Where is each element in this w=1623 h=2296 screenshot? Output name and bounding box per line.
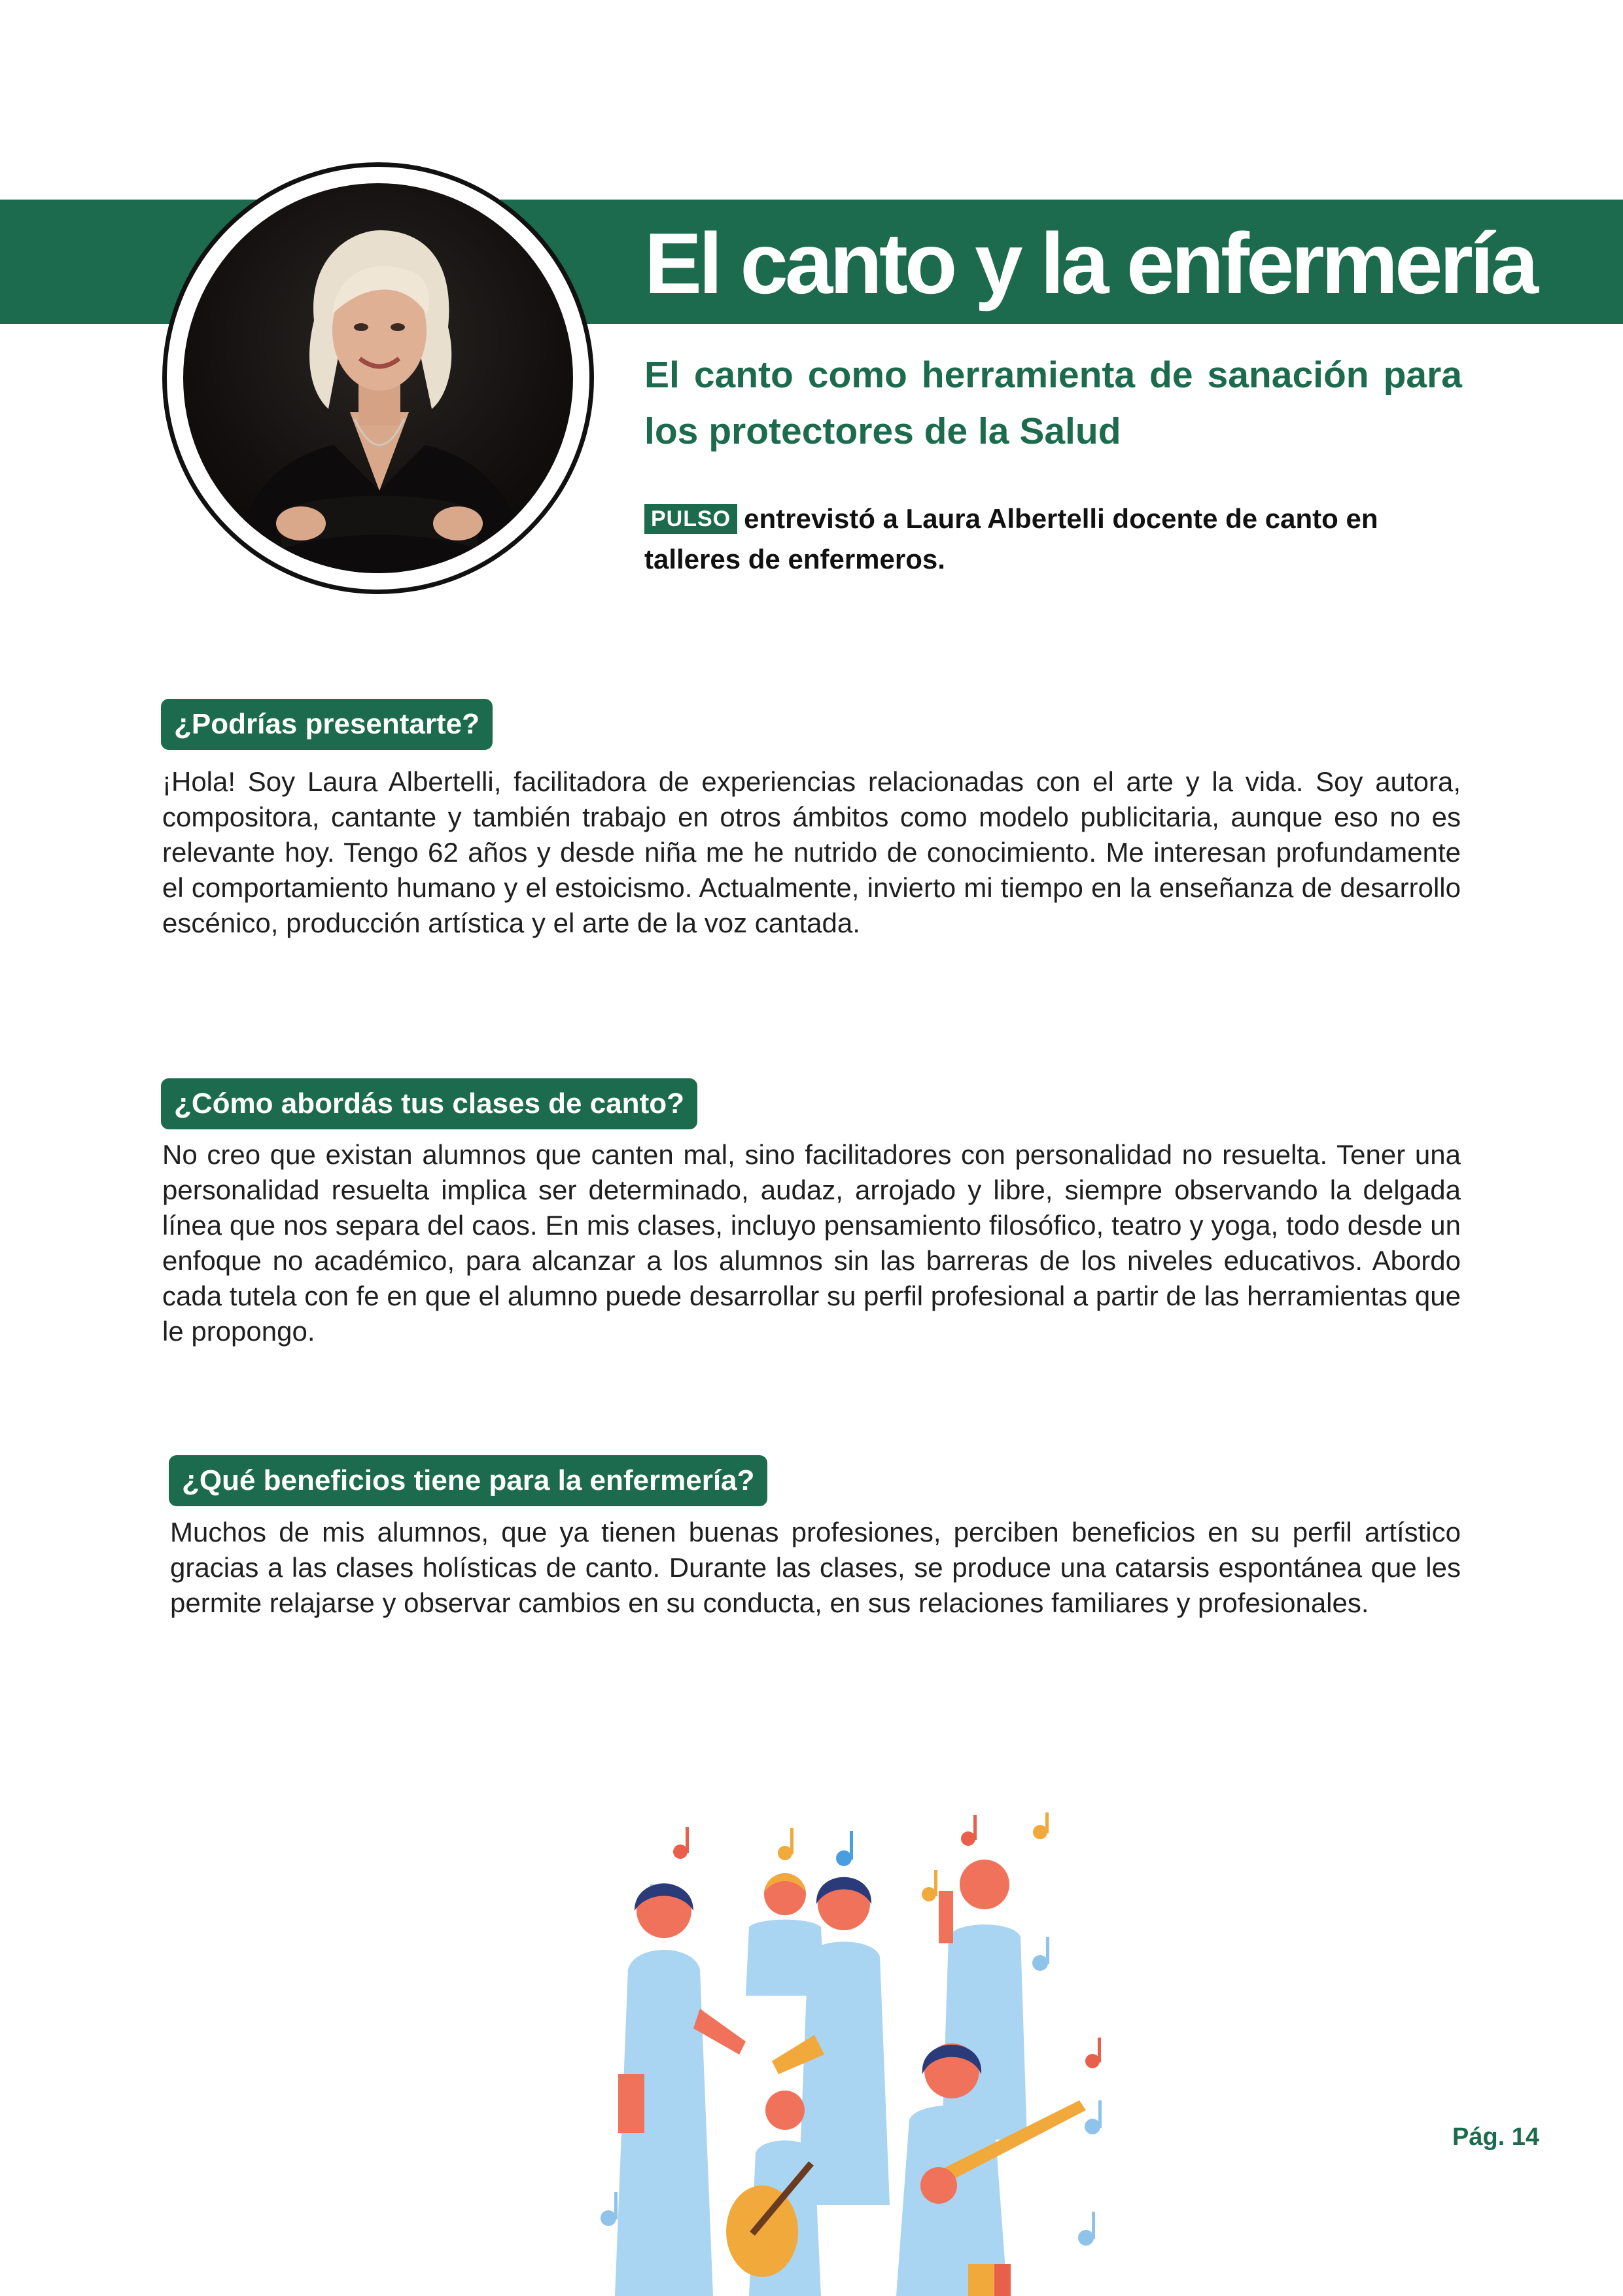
portrait-photo (183, 183, 573, 573)
illustration-graphic (582, 1812, 1145, 2296)
singing-nurses-illustration (582, 1812, 1145, 2296)
question-label-2: ¿Cómo abordás tus clases de canto? (161, 1078, 697, 1129)
music-notes-red (673, 1815, 1101, 2068)
article-subtitle: El canto como herramienta de sanación para los protectores de la Salud (644, 354, 1462, 452)
nurse-left (615, 1883, 746, 2296)
page-number: Pág. 14 (1452, 2123, 1540, 2151)
answer-text-3: Muchos de mis alumnos, que ya tienen buenas profesiones, perciben beneficios en su perfil artístico gracias a las clases holísticas de canto. Durante las clases, se produce una catarsis espontánea que les permite relajarse y observar cambios en su conducta, en sus relaciones familiares y profesionales. (170, 1517, 1461, 1618)
article-intro (644, 499, 1462, 580)
portrait-frame (162, 162, 594, 594)
portrait-image (183, 183, 573, 573)
answer-text-2: No creo que existan alumnos que canten mal, sino facilitadores con personalidad no resuelta. Tener una personalidad resuelta implica ser determinado, audaz, arrojado y libre, siempre observando la delgada línea que nos separa del caos. En mis clases, incluyo pensamiento filosófico, teatro y yoga, todo desde un enfoque no académico, para alcanzar a los alumnos sin las barreras de los niveles educativos. Abordo cada tutela con fe en que el alumno puede desarrollar su perfil profesional a partir de las herramientas que le propongo. (162, 1139, 1461, 1347)
pulso-badge: PULSO (644, 504, 737, 534)
question-label-3: ¿Qué beneficios tiene para la enfermería? (169, 1455, 767, 1506)
answer-text-1: ¡Hola! Soy Laura Albertelli, facilitadora de experiencias relacionadas con el arte y la vida. Soy autora, compositora, cantante y también trabajo en otros ámbitos como modelo publicitaria, aunque eso no es relevante hoy. Tengo 62 años y desde niña me he nutrido de conocimiento. Me interesan profundamente el comportamiento humano y el estoicismo. Actualmente, invierto mi tiempo en la enseñanza de desarrollo escénico, producción artística y el arte de la voz cantada. (162, 766, 1461, 938)
intro-text: entrevistó a Laura Albertelli docente de canto en talleres de enfermeros. (644, 503, 1378, 574)
question-label-1: ¿Podrías presentarte? (161, 699, 493, 750)
page-title: El canto y la enfermería (644, 215, 1535, 311)
